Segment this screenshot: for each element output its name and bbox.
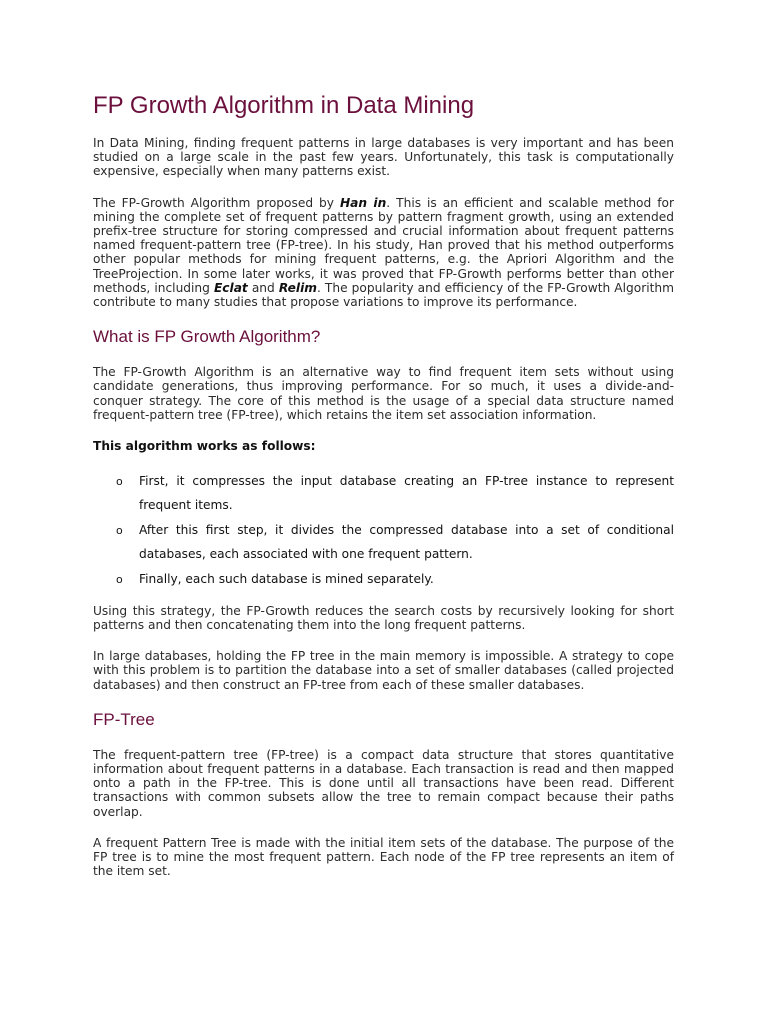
section-heading-fp-tree: FP-Tree <box>93 709 155 729</box>
step-text: First, it compresses the input database creating an FP-tree instance to represent frequent items. <box>139 474 674 512</box>
fp-tree-paragraph-1: The frequent-pattern tree (FP-tree) is a compact data structure that stores quantitative information about frequent patterns in a database. Each transaction is read and then mapped onto a path in the FP-tree. This is done until all transactions have been read. Different transactions with common subsets allow the tree to remain compact because their paths overlap. <box>93 747 674 819</box>
bullet-icon: o <box>116 524 123 538</box>
intro-p2-text-1: The FP-Growth Algorithm proposed by <box>93 195 340 210</box>
step-text: After this first step, it divides the compressed database into a set of conditional databases, each associated with one frequent pattern. <box>139 523 674 561</box>
han-in-emphasis: Han in <box>339 195 387 210</box>
what-is-paragraph: The FP-Growth Algorithm is an alternative way to find frequent item sets without using candidate generations, thus improving performance. For so much, it uses a divide-and-conquer strategy. The core of this method is the usage of a special data structure named frequent-pattern tree (FP-tree), which retains the item set association information. <box>93 365 674 422</box>
bullet-icon: o <box>116 573 123 587</box>
step-text: Finally, each such database is mined separately. <box>139 572 434 587</box>
strategy-paragraph: Using this strategy, the FP-Growth reduces the search costs by recursively looking for short patterns and then concatenating them into the long frequent patterns. <box>93 603 674 632</box>
page-title: FP Growth Algorithm in Data Mining <box>93 92 475 119</box>
document-page <box>93 0 674 878</box>
fp-growth-origin-paragraph <box>93 196 674 310</box>
fp-tree-paragraph-2: A frequent Pattern Tree is made with the initial item sets of the database. The purpose of the FP tree is to mine the most frequent pattern. Each node of the FP tree represents an item of the item set. <box>93 835 674 879</box>
intro-p2-text-2: . This is an efficient and scalable method for mining the complete set of frequent patterns by pattern fragment growth, using an extended prefix-tree structure for storing compressed and crucial information about frequent patterns named frequent-pattern tree (FP-tree). In his study, Han proved that his method outperforms other popular methods for mining frequent patterns, e.g. the Apriori Algorithm and the TreeProjection. In some later works, it was proved that FP-Growth performs better than other methods, including <box>93 195 674 295</box>
list-item <box>93 568 674 592</box>
bullet-icon: o <box>116 475 123 489</box>
large-databases-paragraph: In large databases, holding the FP tree in the main memory is impossible. A strategy to cope with this problem is to partition the database into a set of smaller databases (called projected databases) and then construct an FP-tree from each of these smaller databases. <box>93 649 674 692</box>
relim-emphasis: Relim <box>278 280 317 295</box>
works-as-follows-heading: This algorithm works as follows: <box>93 439 316 454</box>
steps-list <box>93 470 674 592</box>
intro-p2-text-3: . The popularity and efficiency of the FP-Growth Algorithm contribute to many studies that propose variations to improve its performance. <box>93 280 674 310</box>
list-item <box>93 519 674 566</box>
section-heading-what-is: What is FP Growth Algorithm? <box>93 327 321 347</box>
eclat-emphasis: Eclat <box>213 280 248 295</box>
list-item <box>93 470 674 517</box>
intro-paragraph: In Data Mining, finding frequent patterns in large databases is very important and has been studied on a large scale in the past few years. Unfortunately, this task is computationally expensive, especially when many patterns exist. <box>93 136 674 179</box>
intro-p2-and: and <box>247 280 279 295</box>
